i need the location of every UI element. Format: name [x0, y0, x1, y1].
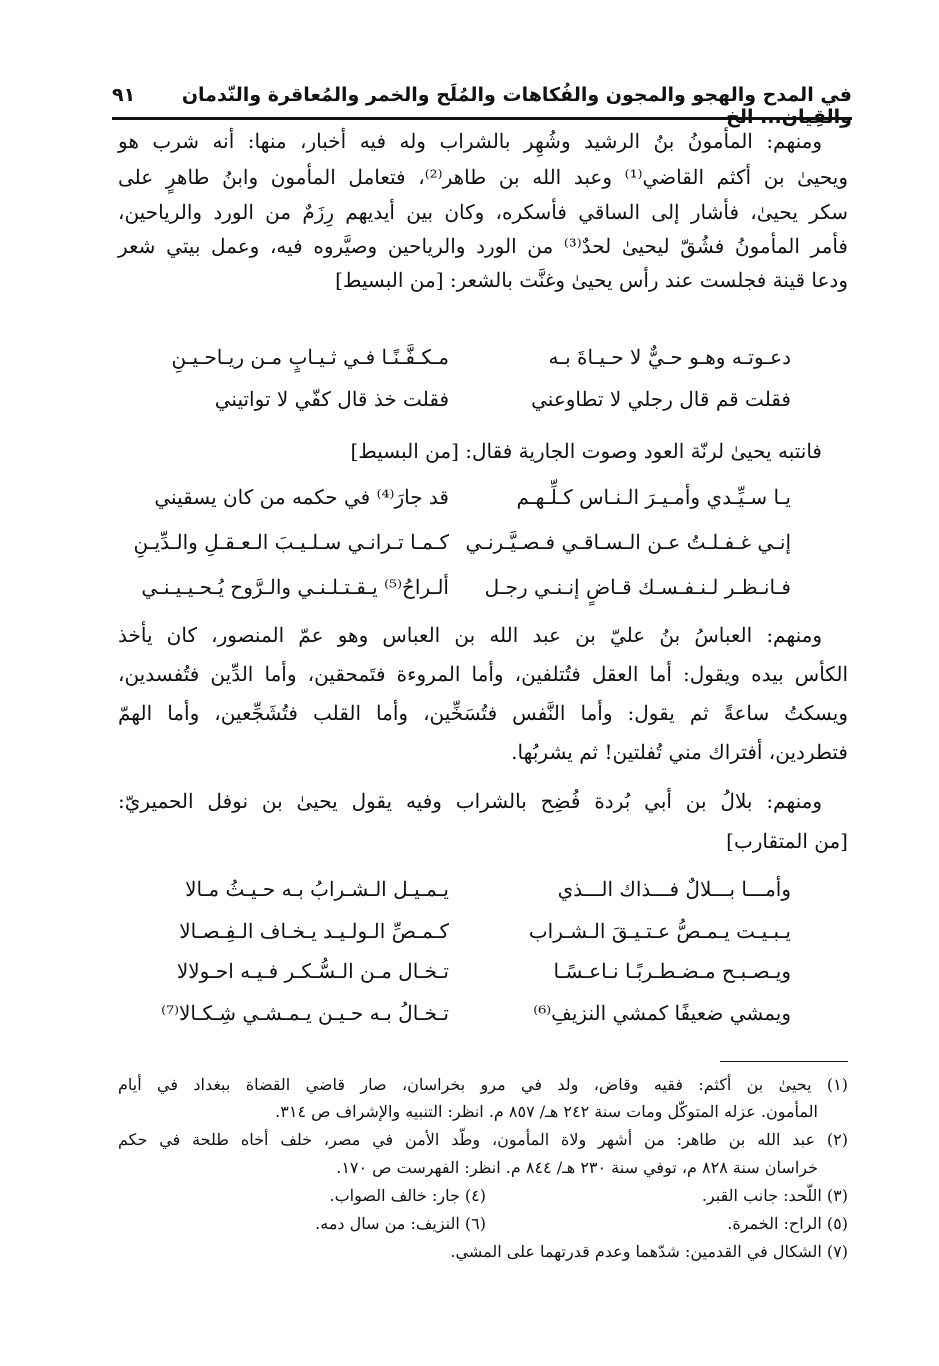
header-title: في المدح والهجو والمجون والفُكاهات والمُلَح والخمر والمُعاقرة والنّدمان — [181, 84, 852, 106]
footnote-2: (٢) عبد الله بن طاهر: من أشهر ولاة المأمون، وطّد الأمن في مصر، خلف أخاه طلحة في حكم — [118, 1130, 848, 1149]
paragraph-line: [من المتقارب] — [726, 829, 848, 853]
verse-second: يـمـيـل الـشـرابُ بـه حـيـثُ مـالا — [185, 877, 449, 901]
running-header — [112, 80, 852, 114]
paragraph-line: ويسكتُ ساعةً ثم يقول: وأما النَّفس فتُسَخِّين، وأما القلب فتُشَجِّعين، وأما الهمّ — [118, 701, 848, 725]
footnote-3: (٣) اللّحد: جانب القبر. — [701, 1186, 848, 1205]
verse-second: كـمـا تـرانـي سـلـيـبَ الـعـقـلِ والـدِّيـنِ — [133, 530, 449, 554]
verse-second: مـكـفَّـنًـا فـي ثـيـابٍ مـن ريـاحـيـنِ — [171, 345, 449, 369]
verse-first: فقلت قم قال رجلي لا تطاوعني — [531, 387, 791, 411]
footnote-2-cont: خراسان سنة ٨٢٨ م، توفي سنة ٢٣٠ هـ/ ٨٤٤ م. انظر: الفهرست ص ١٧٠. — [336, 1158, 818, 1177]
header-rule — [112, 117, 852, 120]
footnote-1-cont: المأمون. عزله المتوكّل ومات سنة ٢٤٢ هـ/ ٨٥٧ م. انظر: التنبيه والإشراف ص ٣١٤. — [275, 1102, 818, 1121]
paragraph-line: الكأس بيده ويقول: أما العقل فتُتلفين، وأما المروءة فتَمحقين، وأما الدِّين فتُفسدين، — [118, 662, 848, 686]
paragraph-line: فتطردين، أفتراك مني تُفلتين! ثم يشربُها. — [511, 740, 848, 764]
verse-first: فـانـظـر لـنـفـسـك قـاضٍ إنـنـي رجـل — [484, 575, 791, 599]
verse-second: تـخـال مـن الـسُّـكـر فـيـه احـولالا — [176, 959, 449, 983]
verse-first: ويـصـبـح مـضـطـربًـا نـاعـسًـا — [553, 959, 791, 983]
verse-first: إنـي غـفـلـتُ عـن الـسـاقـي فـصـيَّـرنـي — [465, 530, 791, 554]
paragraph-line: ومنهم: بلالُ بن أبي بُردة فُضِح بالشراب وفيه يقول يحيىٰ بن نوفل الحميريّ: — [118, 789, 822, 813]
footnote-4: (٤) جار: خالف الصواب. — [329, 1186, 486, 1205]
paragraph-line: ودعا قينة فجلست عند رأس يحيىٰ وغنَّت بالشعر: [من البسيط] — [335, 268, 848, 292]
footnote-1: (١) يحيىٰ بن أكثم: فقيه وقاض، ولد في مرو بخراسان، صار قاضي القضاة ببغداد في أيام — [118, 1075, 848, 1094]
verse-second: فقلت خذ قال كفّي لا تواتيني — [214, 387, 449, 411]
footnote-5: (٥) الراح: الخمرة. — [727, 1214, 848, 1233]
verse-second: كـمـصِّ الـولـيـد يـخـاف الـفِـصـالا — [179, 919, 449, 943]
paragraph-line: فأمر المأمونُ فشُقّ ليحيىٰ لحدٌ⁽³⁾ من الورد والرياحين وصيَّروه فيه، وعمل بيتي شعر — [118, 234, 848, 258]
footnote-rule — [720, 1061, 848, 1062]
paragraph-line: ومنهم: المأمونُ بنُ الرشيد وشُهِر بالشراب وله فيه أخبار، منها: أنه شرب هو — [118, 129, 822, 153]
verse-second: تـخـالُ بـه حـيـن يـمـشـي شِـكـالا⁽⁷⁾ — [161, 1001, 449, 1025]
footnote-7: (٧) الشكال في القدمين: شدّهما وعدم قدرتهما على المشي. — [450, 1242, 848, 1261]
verse-second: ألـراحُ⁽⁵⁾ يـقـتـلـنـي والـرَّوح يُـحـيـيـنـي — [141, 575, 449, 599]
footnote-6: (٦) النزيف: من سال دمه. — [315, 1214, 486, 1233]
verse-first: يـا سـيِّـدي وأمـيـرَ الـنـاس كـلِّـهـم — [516, 485, 791, 509]
paragraph-line: سكر يحيىٰ، فأشار إلى الساقي فأسكره، وكان بين أيديهم رِزَمٌ من الورد والرياحين، — [118, 200, 848, 224]
verse-second: قد جارَ⁽⁴⁾ في حكمه من كان يسقيني — [154, 485, 449, 509]
verse-first: وأمـــا بـــلالٌ فـــذاك الـــذي — [557, 877, 791, 901]
verse-first: دعـوتـه وهـو حـيٌّ لا حـيـاةَ بـه — [548, 345, 791, 369]
paragraph-line: فانتبه يحيىٰ لرنّة العود وصوت الجارية فقال: [من البسيط] — [350, 439, 822, 463]
paragraph-line: ويحيىٰ بن أكثم القاضي⁽¹⁾ وعبد الله بن طاهر⁽²⁾، فتعامل المأمون وابنُ طاهرٍ على — [118, 165, 848, 189]
paragraph-line: ومنهم: العباسُ بنُ عليّ بن عبد الله بن العباس وهو عمّ المنصور، كان يأخذ — [118, 623, 822, 647]
page-number: ٩١ — [112, 84, 136, 106]
verse-first: ويمشي ضعيفًا كمشي النزيفِ⁽⁶⁾ — [533, 1001, 791, 1025]
verse-first: يـبـيـت يـمـصُّ عـتـيـقَ الـشـراب — [528, 919, 791, 943]
